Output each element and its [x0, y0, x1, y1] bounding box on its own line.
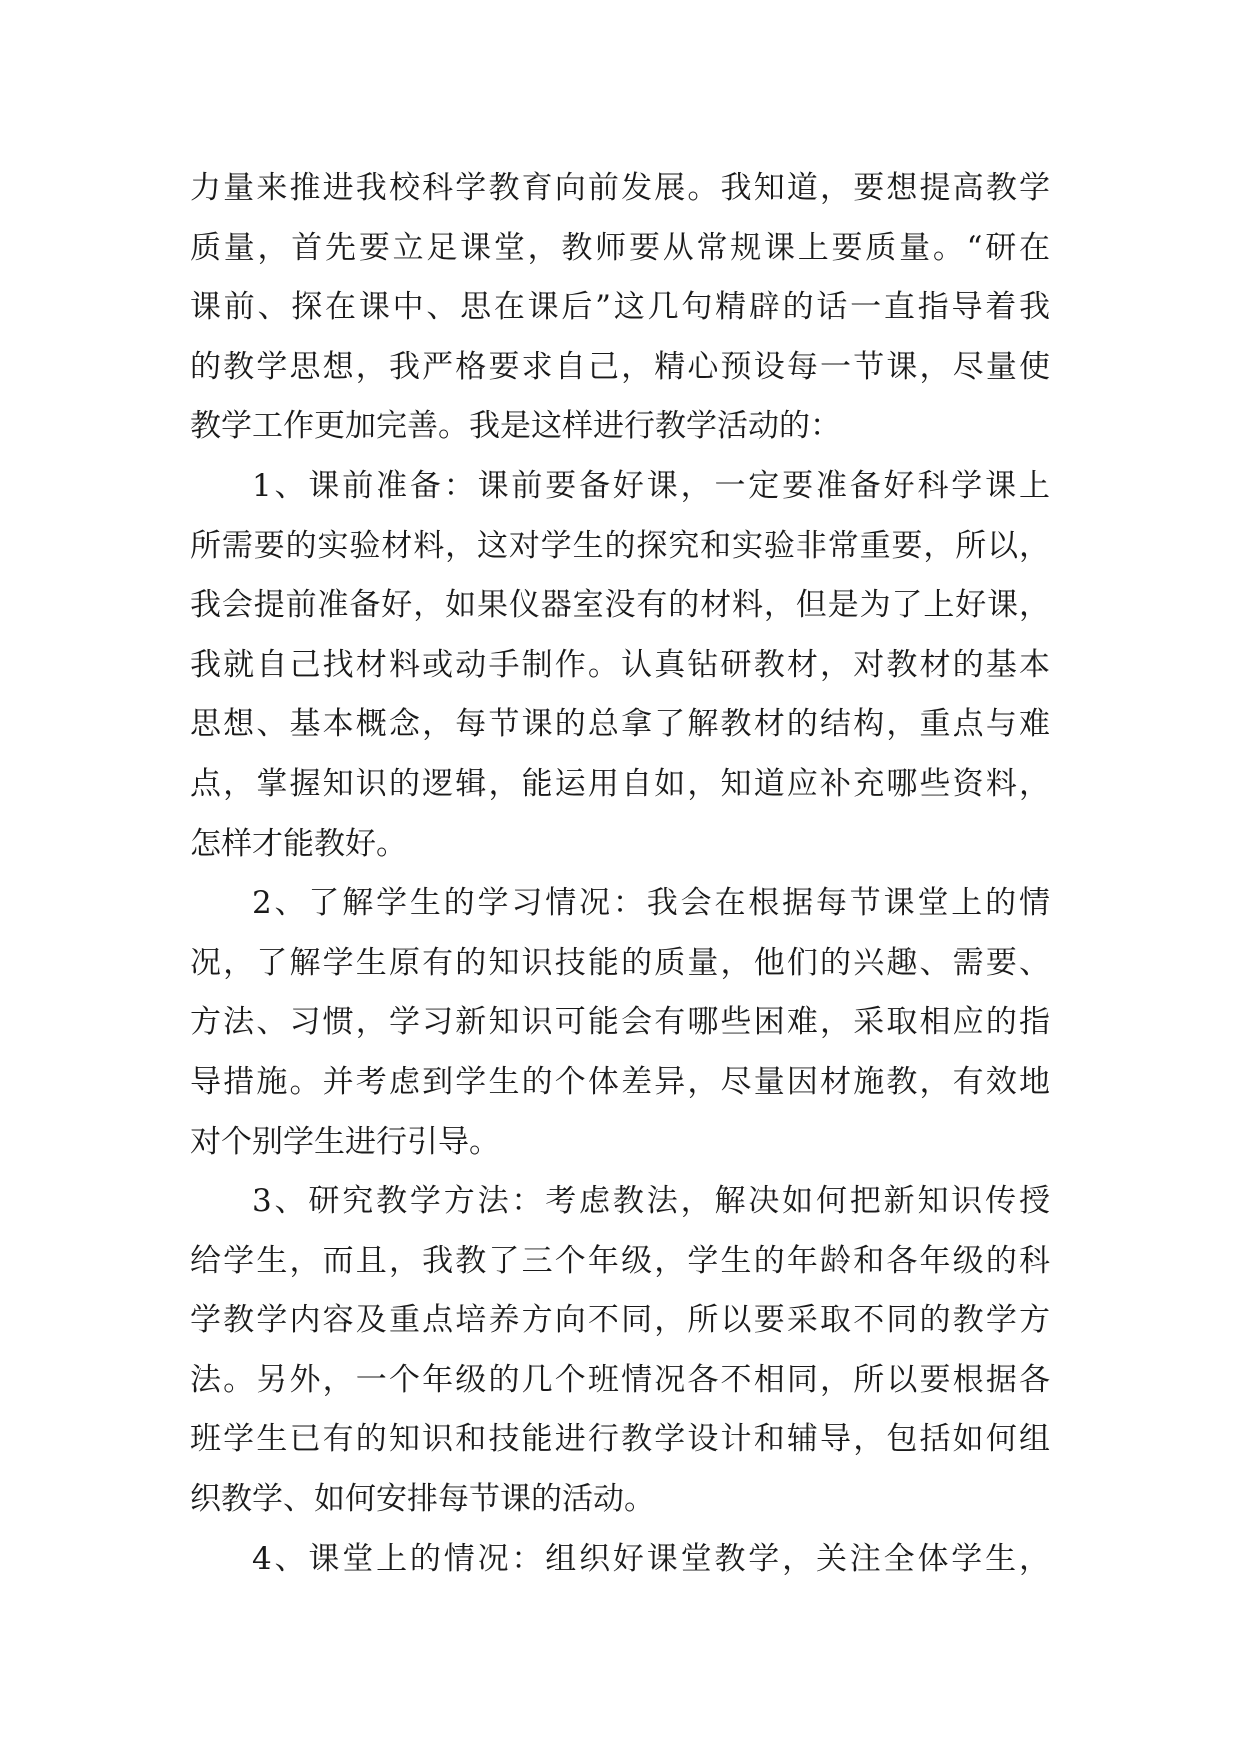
text-line: 3、研究教学方法：考虑教法，解决如何把新知识传授 — [252, 1183, 1050, 1220]
text-line: 我就自己找材料或动手制作。认真钻研教材，对教材的基本 — [190, 646, 1050, 683]
text-line: 力量来推进我校科学教育向前发展。我知道，要想提高教学 — [190, 170, 1050, 206]
text-line: 导措施。并考虑到学生的个体差异，尽量因材施教，有效地 — [190, 1063, 1050, 1100]
text-line: 质量，首先要立足课堂，教师要从常规课上要质量。“研在 — [190, 229, 1050, 266]
text-line: 点，掌握知识的逻辑，能运用自如，知道应补充哪些资料， — [190, 765, 1050, 802]
text-line: 班学生已有的知识和技能进行教学设计和辅导，包括如何组 — [190, 1421, 1050, 1458]
text-line: 2、了解学生的学习情况：我会在根据每节课堂上的情 — [252, 885, 1050, 922]
text-line: 1、课前准备：课前要备好课，一定要准备好科学课上 — [252, 467, 1050, 504]
text-line: 教学工作更加完善。我是这样进行教学活动的： — [190, 408, 841, 445]
text-line: 对个别学生进行引导。 — [190, 1123, 500, 1160]
text-line: 课前、探在课中、思在课后”这几句精辟的话一直指导着我 — [190, 289, 1050, 326]
text-line: 思想、基本概念，每节课的总拿了解教材的结构，重点与难 — [190, 706, 1050, 743]
text-line: 我会提前准备好，如果仪器室没有的材料，但是为了上好课， — [190, 587, 1050, 624]
text-line: 况，了解学生原有的知识技能的质量，他们的兴趣、需要、 — [190, 944, 1050, 981]
text-line: 给学生，而且，我教了三个年级，学生的年龄和各年级的科 — [190, 1242, 1050, 1279]
text-line: 怎样才能教好。 — [190, 825, 407, 862]
text-line: 4、课堂上的情况：组织好课堂教学，关注全体学生， — [252, 1540, 1050, 1577]
body-text — [190, 159, 1050, 1589]
text-line: 法。另外，一个年级的几个班情况各不相同，所以要根据各 — [190, 1361, 1050, 1398]
text-line: 的教学思想，我严格要求自己，精心预设每一节课，尽量使 — [190, 348, 1050, 385]
text-line: 学教学内容及重点培养方向不同，所以要采取不同的教学方 — [190, 1302, 1050, 1339]
text-line: 所需要的实验材料，这对学生的探究和实验非常重要，所以， — [190, 527, 1050, 564]
text-line: 方法、习惯，学习新知识可能会有哪些困难，采取相应的指 — [190, 1004, 1050, 1041]
text-line: 织教学、如何安排每节课的活动。 — [190, 1481, 655, 1518]
